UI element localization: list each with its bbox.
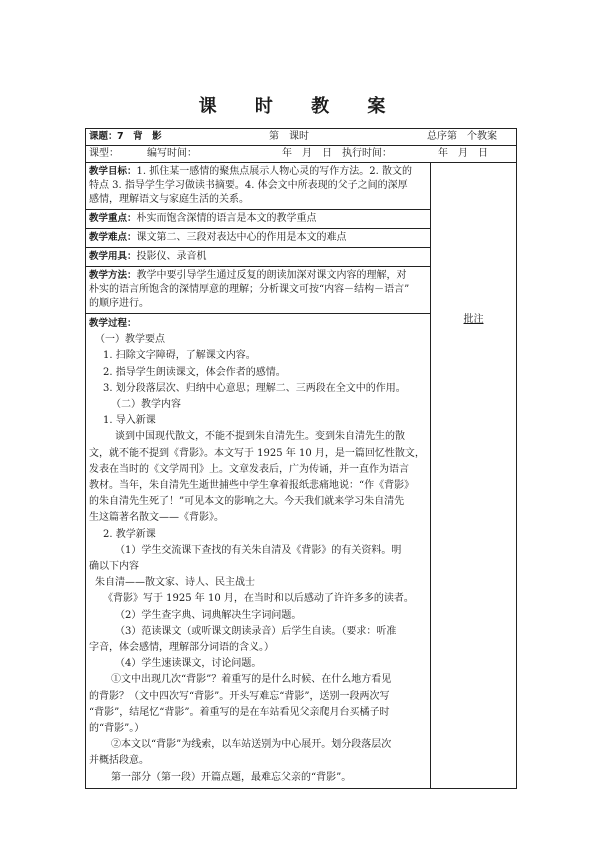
objectives-line: 1. 抓住某一感情的聚焦点展示人物心灵的写作方法。2. 散文的 [136, 166, 412, 177]
exec-date: 年 月 日 [438, 148, 488, 159]
process-line: 教材。当年，朱自清先生逝世捕些中学生拿着报纸悲痛地说：“作《背影》 [89, 480, 415, 492]
process-line: 确以下内容 [89, 561, 139, 573]
notes-label: 批注 [463, 314, 484, 325]
header-row-1 [86, 129, 516, 146]
process-line: （二）教学内容 [111, 399, 181, 411]
process-line: 文，就不能不提到《背影》。本文写于 1925 年 10 月，是一篇回忆性散文， [89, 447, 425, 459]
main-area [86, 163, 516, 788]
key-point-text: 朴实而饱含深情的语言是本文的教学重点 [136, 213, 317, 224]
sequence-label: 总序第 个教案 [427, 131, 497, 142]
write-date: 年 月 日 [282, 148, 332, 159]
header-row-2 [86, 146, 516, 163]
difficulty-label: 教学难点： [89, 232, 137, 243]
process-line: 发表在当时的《文学周刊》上。文章发表后，广为传诵，并一直作为语言 [89, 463, 409, 475]
process-line: 1. 导入新课 [103, 415, 156, 427]
objectives-cell [86, 163, 430, 210]
process-line: 2. 指导学生朗读课文，体会作者的感情。 [103, 366, 286, 378]
lesson-plan-table [85, 128, 517, 789]
tools-label: 教学用具： [89, 251, 137, 262]
lesson-value: 7 背 影 [117, 131, 162, 142]
method-label: 教学方法： [89, 270, 137, 281]
process-line: 并概括段意。 [89, 755, 149, 767]
process-label: 教学过程： [89, 318, 137, 329]
period-label: 第 课时 [269, 131, 309, 142]
notes-column [431, 163, 516, 788]
process-line: 的朱自清先生死了！”可见本文的影响之大。今天我们就来学习朱自清先 [89, 496, 405, 508]
process-line: 2. 教学新课 [103, 528, 156, 540]
method-cell [86, 267, 430, 314]
page-title: 课 时 教 案 [198, 96, 402, 117]
type-label: 课型： [89, 148, 119, 159]
process-line: （3）范读课文（或听课文朗读录音）后学生自读。（要求：听准 [115, 625, 397, 637]
process-line: 的背影？（文中四次写“背影”。开头写难忘“背影”，送别一段两次写 [89, 690, 390, 702]
content-column [86, 163, 431, 788]
lesson-label: 课题： [89, 131, 118, 142]
method-line: 朴实的语言所饱含的深情厚意的理解；分析课文可按“内容－结构－语言” [89, 284, 410, 295]
process-line: 谈到中国现代散文，不能不提到朱自清先生。变到朱自清先生的散 [115, 431, 405, 443]
difficulty-text: 课文第二、三段对表达中心的作用是本文的难点 [136, 232, 347, 243]
objectives-line: 特点 3. 指导学生学习做读书摘要。4. 体会文中所表现的父子之间的深厚 [89, 180, 408, 191]
difficulty-cell [86, 229, 430, 248]
process-line: （2）学生查字典、词典解决生字词问题。 [115, 609, 302, 621]
process-line: （4）学生速读课文，讨论问题。 [115, 658, 262, 670]
process-cell [86, 314, 430, 788]
process-line: 字音，体会感情，理解部分词语的含义。） [89, 642, 274, 654]
process-line: （1）学生交流课下查找的有关朱自清及《背影》的有关资料。明 [115, 544, 402, 556]
method-line: 教学中要引导学生通过反复的朗读加深对课文内容的理解，对 [136, 270, 407, 281]
process-line: “背影”，结尾忆“背影”。着重写的是在车站看见父亲爬月台买橘子时 [89, 706, 390, 718]
key-point-cell [86, 210, 430, 229]
process-line: 生这篇著名散文——《背影》。 [89, 512, 224, 524]
tools-text: 投影仪、录音机 [136, 251, 207, 262]
method-line: 的顺序进行。 [89, 298, 149, 309]
process-line: 《背影》写于 1925 年 10 月，在当时和以后感动了许许多多的读者。 [103, 593, 414, 605]
objectives-label: 教学目标： [89, 166, 137, 177]
process-line: （一）教学要点 [95, 334, 165, 346]
objectives-line: 感情，理解语文与家庭生活的关系。 [89, 194, 249, 205]
process-line: ②本文以“背影”为线索，以车站送别为中心展开。划分段落层次 [111, 739, 392, 751]
write-time-label: 编写时间： [147, 148, 197, 159]
process-line: 1. 扫除文字障碍，了解课文内容。 [103, 350, 256, 362]
process-line: ①文中出现几次“背影”？着重写的是什么时候、在什么地方看见 [111, 674, 392, 686]
process-line: 3. 划分段落层次、归纳中心意思；理解二、三两段在全文中的作用。 [103, 382, 406, 394]
process-line: 朱自清——散文家、诗人、民主战士 [95, 577, 255, 589]
process-line: 的“背影”。） [89, 723, 145, 735]
exec-time-label: 执行时间： [342, 148, 392, 159]
tools-cell [86, 248, 430, 267]
process-line: 第一部分（第一段）开篇点题，最难忘父亲的“背影”。 [111, 771, 352, 783]
key-point-label: 教学重点： [89, 213, 137, 224]
